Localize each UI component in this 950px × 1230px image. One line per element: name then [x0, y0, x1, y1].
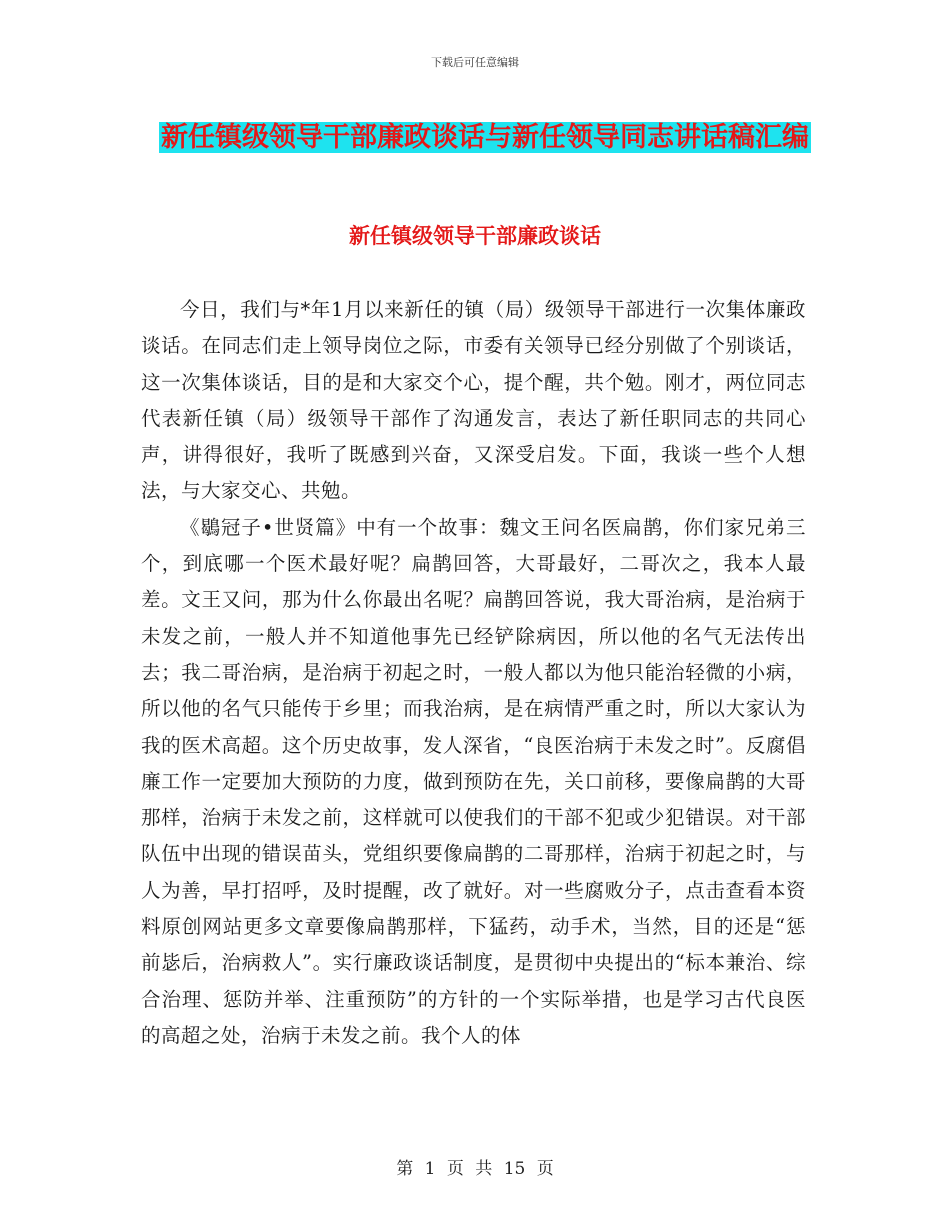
document-title — [140, 110, 830, 165]
paragraph-2: 《鶡冠子•世贤篇》中有一个故事：魏文王问名医扁鹊，你们家兄弟三个，到底哪一个医术最好呢？扁鹊回答，大哥最好，二哥次之，我本人最差。文王又问，那为什么你最出名呢？扁鹊回答说，我大哥治病，是治病于未发之前，一般人并不知道他事先已经铲除病因，所以他的名气无法传出去；我二哥治病，是治病于初起之时，一般人都以为他只能治轻微的小病，所以他的名气只能传于乡里；而我治病，是在病情严重之时，所以大家认为我的医术高超。这个历史故事，发人深省，“良医治病于未发之时”。反腐倡廉工作一定要加大预防的力度，做到预防在先，关口前移，要像扁鹊的大哥那样，治病于未发之前，这样就可以使我们的干部不犯或少犯错误。对干部队伍中出现的错误苗头，党组织要像扁鹊的二哥那样，治病于初起之时，与人为善，早打招呼，及时提醒，改了就好。对一些腐败分子，点击查看本资料原创网站更多文章要像扁鹊那样，下猛药，动手术，当然，目的还是“惩前毖后，治病救人”。实行廉政谈话制度，是贯彻中央提出的“标本兼治、综合治理、惩防并举、注重预防”的方针的一个实际举措，也是学习古代良医的高超之处，治病于未发之前。我个人的体 — [141, 515, 806, 1047]
body-text — [141, 292, 806, 1054]
page-footer: 第 1 页 共 15 页 — [396, 1159, 554, 1179]
paragraph-1: 今日，我们与*年1月以来新任的镇（局）级领导干部进行一次集体廉政谈话。在同志们走上领导岗位之际，市委有关领导已经分别做了个别谈话，这一次集体谈话，目的是和大家交个心，提个醒，共个勉。刚才，两位同志代表新任镇（局）级领导干部作了沟通发言，表达了新任职同志的共同心声，讲得很好，我听了既感到兴奋，又深受启发。下面，我谈一些个人想法，与大家交心、共勉。 — [141, 298, 806, 503]
section-title: 新任镇级领导干部廉政谈话 — [349, 224, 601, 248]
document-title-text: 新任镇级领导干部廉政谈话与新任领导同志讲话稿汇编 — [161, 122, 809, 153]
header-note: 下载后可任意编辑 — [431, 56, 519, 69]
